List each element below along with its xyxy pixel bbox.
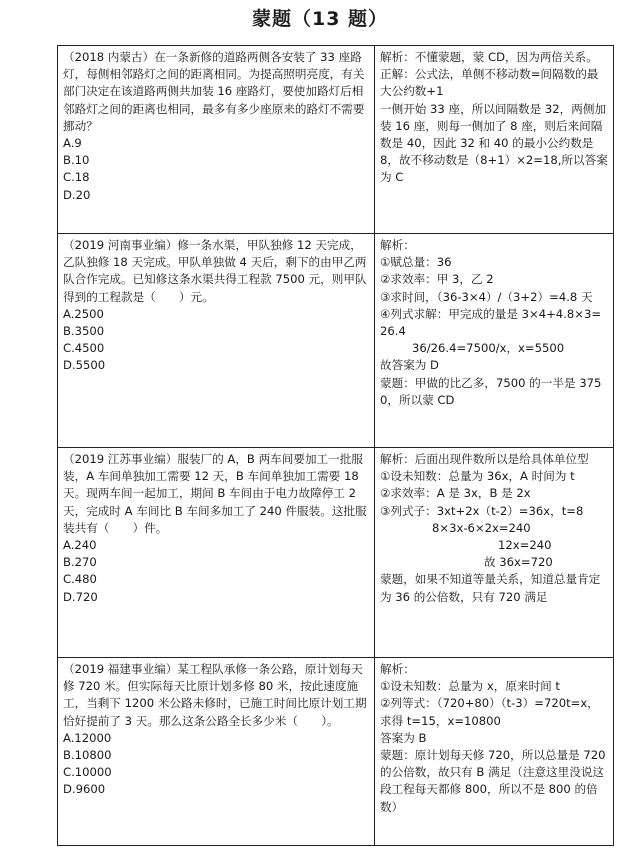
option: D.5500 (63, 358, 106, 373)
answer-line: ①设未知数：总量为 36x，A 时间为 t (380, 469, 575, 484)
option: C.480 (63, 572, 97, 587)
option: D.9600 (63, 782, 106, 797)
answer-line: 故答案为 D (380, 358, 439, 373)
question-cell (58, 234, 375, 448)
table-row (58, 448, 614, 658)
page-title: 蒙题（13 题） (251, 8, 389, 30)
answer-line: ④列式求解：甲完成的量是 3×4+4.8×3=26.4 (380, 306, 602, 339)
answer-line: 蒙题：原计划每天修 720，所以总量是 720 的公倍数，故只有 B 满足（注意这里没说这段工程每天都修 800，所以不是 800 的倍数） (380, 748, 606, 814)
answer-line: 解析：不懂蒙题，蒙 CD，因为两倍关系。 (380, 50, 598, 64)
answer-line: 一侧开始 33 座，所以间隔数是 32，两侧加装 16 座，则每一侧加了 8 座，则后来间隔数是 40，因此 32 和 40 的最小公约数是 8，故不移动数是（8+1）×2=18,所以答案为 C (380, 101, 608, 185)
table-row (58, 46, 614, 234)
answer-line: 36/26.4=7500/x，x=5500 (412, 341, 565, 356)
answer-line: ②列等式：（720+80）（t-3）=720t=x，求得 t=15，x=10800 (380, 696, 599, 728)
answer-line: 解析： (380, 662, 415, 676)
answer-line: ①赋总量：36 (380, 255, 452, 270)
answer-cell (375, 46, 614, 234)
answer-line: ③求时间，（36-3×4）/（3+2）=4.8 天 (380, 289, 593, 304)
table-row (58, 234, 614, 448)
answer-line: 答案为 B (380, 730, 427, 745)
answer-line: 12x=240 (498, 538, 552, 553)
table-row (58, 658, 614, 846)
question-table (57, 45, 614, 846)
option: A.240 (63, 538, 97, 553)
option: A.12000 (63, 730, 112, 745)
question-text: （2019 江苏事业编）服装厂的 A，B 两车间要加工一批服装，A 车间单独加工需要 12 天，B 车间单独加工需要 18 天。现两车间一起加工，期间 B 车间由于电力故障停工 2 天，完成时 A 车间比 B 车间多加工了 240 件服装。这批服装共有（ ）件。 (63, 452, 367, 535)
question-cell (58, 448, 375, 658)
answer-line: 解析： (380, 238, 415, 252)
answer-line: ③列式子：3xt+2x（t-2）=36x，t=8 (380, 503, 584, 518)
question-text: （2019 河南事业编）修一条水渠，甲队独修 12 天完成，乙队独修 18 天完成。甲队单独做 4 天后，剩下的由甲乙两队合作完成。已知修这条水渠共得工程款 7500 元，则甲队得到的工程款是（ ）元。 (63, 238, 367, 304)
option: A.9 (63, 136, 82, 151)
answer-line: ②求效率：甲 3，乙 2 (380, 272, 494, 287)
answer-line: 故 36x=720 (484, 555, 553, 570)
option: B.270 (63, 555, 97, 570)
option: B.10 (63, 153, 90, 168)
answer-cell (375, 234, 614, 448)
answer-line: ②求效率：A 是 3x，B 是 2x (380, 486, 531, 501)
question-text: （2019 福建事业编）某工程队承修一条公路，原计划每天修 720 米。但实际每天比原计划多修 80 米，按此速度施工，当剩下 1200 米公路未修时，已施工时间比原计划工期恰好提前了 3 天。那么这条公路全长多少米（ ）。 (63, 662, 367, 728)
question-text: （2018 内蒙古）在一条新修的道路两侧各安装了 33 座路灯，每侧相邻路灯之间的距离相同。为提高照明亮度，有关部门决定在该道路两侧共加装 16 座路灯，要使加路灯后相邻路灯之间的距离也相同，最多有多少座原来的路灯不需要挪动？ (63, 50, 365, 133)
question-cell (58, 658, 375, 846)
answer-line: 蒙题：甲做的比乙多，7500 的一半是 3750，所以蒙 CD (380, 375, 602, 407)
option: B.3500 (63, 324, 105, 339)
answer-line: 正解：公式法，单侧不移动数=间隔数的最大公约数+1 (380, 67, 599, 99)
option: C.4500 (63, 341, 105, 356)
answer-line: 解析：后面出现件数所以是给具体单位型 (380, 452, 589, 466)
question-cell (58, 46, 375, 234)
option: C.10000 (63, 765, 112, 780)
option: A.2500 (63, 306, 104, 321)
option: D.20 (63, 187, 91, 202)
answer-line: 蒙题，如果不知道等量关系，知道总量肯定为 36 的公倍数，只有 720 满足 (380, 572, 601, 604)
answer-cell (375, 658, 614, 846)
answer-line: 8×3x-6×2x=240 (432, 520, 531, 535)
answer-cell (375, 448, 614, 658)
option: C.18 (63, 170, 90, 185)
option: D.720 (63, 589, 98, 604)
answer-line: ①设未知数：总量为 x，原来时间 t (380, 679, 560, 694)
option: B.10800 (63, 748, 112, 763)
